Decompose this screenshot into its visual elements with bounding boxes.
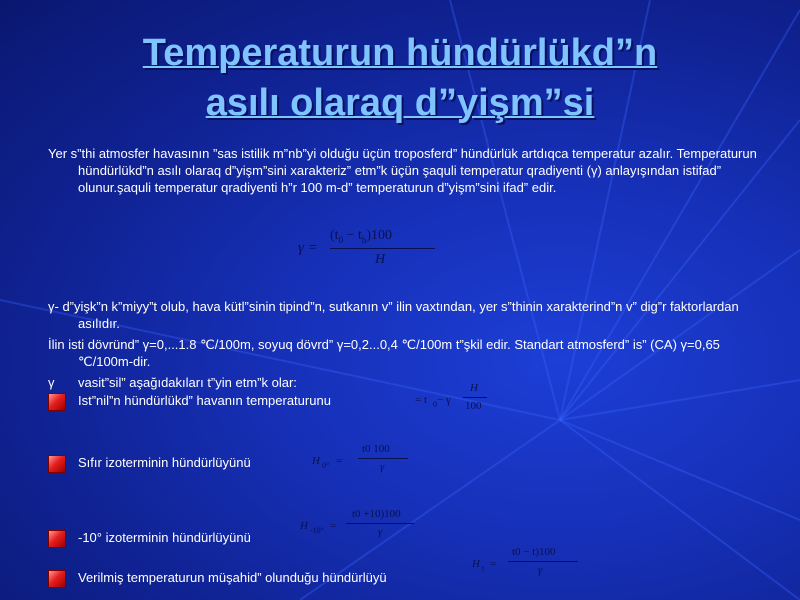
- bf4-left: H: [472, 558, 480, 570]
- bullet-label-3: -10° izoterminin hündürlüyünü: [78, 530, 251, 545]
- bf3-num: t0 +10)100: [352, 508, 401, 520]
- title-line-2: asılı olaraq d”yişm”si: [205, 82, 595, 124]
- bullet-icon: [48, 455, 66, 473]
- formula-num-end: )100: [366, 228, 393, 243]
- paragraph-2: γ- d”yişk”n k”miyy”t olub, hava kütl”sinin tipind”n, sutkanın v” ilin vaxtından, yer s”thinin xarakterind”n v” dig”r faktorlardan asılıdır.: [48, 299, 739, 331]
- bullet-formula-3: [300, 508, 420, 548]
- bullet-icon: [48, 393, 66, 411]
- bf4-sub: t: [482, 564, 485, 573]
- page-title: [0, 28, 800, 128]
- title-line-1: Temperaturun hündürlükd”n: [142, 32, 658, 74]
- bf2-line: [358, 458, 408, 459]
- formula-num-sub1: h: [361, 234, 367, 245]
- bullet-formula-2: [312, 443, 412, 483]
- bullet-label-2: Sıfır izoterminin hündürlüyünü: [78, 455, 251, 470]
- bf4-line: [508, 561, 578, 562]
- formula-lhs: γ =: [298, 240, 318, 256]
- bullet-formula-4: [472, 546, 592, 586]
- bullet-icon: [48, 530, 66, 548]
- bf3-den: γ: [378, 526, 383, 538]
- formula-denominator: H: [375, 252, 386, 267]
- formula-num-open: (t: [330, 228, 339, 243]
- formula-num-sub0: 0: [338, 234, 344, 245]
- bf1-line: [463, 397, 487, 398]
- bullet-formula-1: [415, 382, 505, 418]
- bf2-num: t0 100: [362, 443, 390, 455]
- bullet-label-4: Verilmiş temperaturun müşahid” olunduğu hündürlüyü: [78, 570, 387, 585]
- bf1-sub: 0: [433, 400, 437, 409]
- paragraph-4-text: vasit”sil” aşağıdakıları t”yin etm”k olar:: [78, 375, 297, 390]
- formula-num-minus: − t: [343, 228, 362, 243]
- bullet-icon: [48, 570, 66, 588]
- bf2-left: H: [312, 455, 320, 467]
- bf4-den: γ: [538, 564, 543, 576]
- bf4-mid: =: [490, 558, 497, 570]
- bf3-left: H: [300, 520, 308, 532]
- paragraph-3: İlin isti dövründ” γ=0,...1.8 ℃/100m, soyuq dövrd” γ=0,2...0,4 ℃/100m t”şkil edir. Standart atmosferd” is” (CA) γ=0,65 ℃/100m-dir.: [48, 337, 720, 369]
- bf2-mid: =: [336, 455, 343, 467]
- bf1-left: = t: [415, 394, 428, 406]
- main-formula: [290, 228, 440, 278]
- bf1-mid: − γ: [437, 394, 451, 406]
- bf2-den: γ: [380, 461, 385, 473]
- formula-fraction-line: [330, 248, 435, 249]
- paragraph-4: [48, 374, 748, 391]
- bf4-num: t0 − t)100: [512, 546, 556, 558]
- bf1-num: H: [470, 382, 478, 394]
- gamma-symbol: γ: [48, 375, 55, 390]
- bf3-line: [346, 523, 414, 524]
- bf1-den: 100: [465, 400, 482, 412]
- paragraph-1: Yer s”thi atmosfer havasının ”sas istilik m”nb”yi olduğu üçün troposferd” hündürlük artdıqca temperatur azalır. Temperaturun hündürlükd”n asılı olaraq d”yişm”sini xarakteriz” etm”k üçün şaquli temperatur qradiyenti (γ) anlayışından istifad” olunur.şaquli temperatur qradiyenti h”r 100 m-d” temperaturun d”yişm”sini ifad” edir.: [48, 146, 757, 195]
- bf3-sub: -10°: [310, 526, 324, 535]
- bf2-sub: 0°: [322, 461, 330, 470]
- bullet-label-1: Ist”nil”n hündürlükd” havanın temperaturunu: [78, 393, 331, 408]
- bf3-mid: =: [330, 520, 337, 532]
